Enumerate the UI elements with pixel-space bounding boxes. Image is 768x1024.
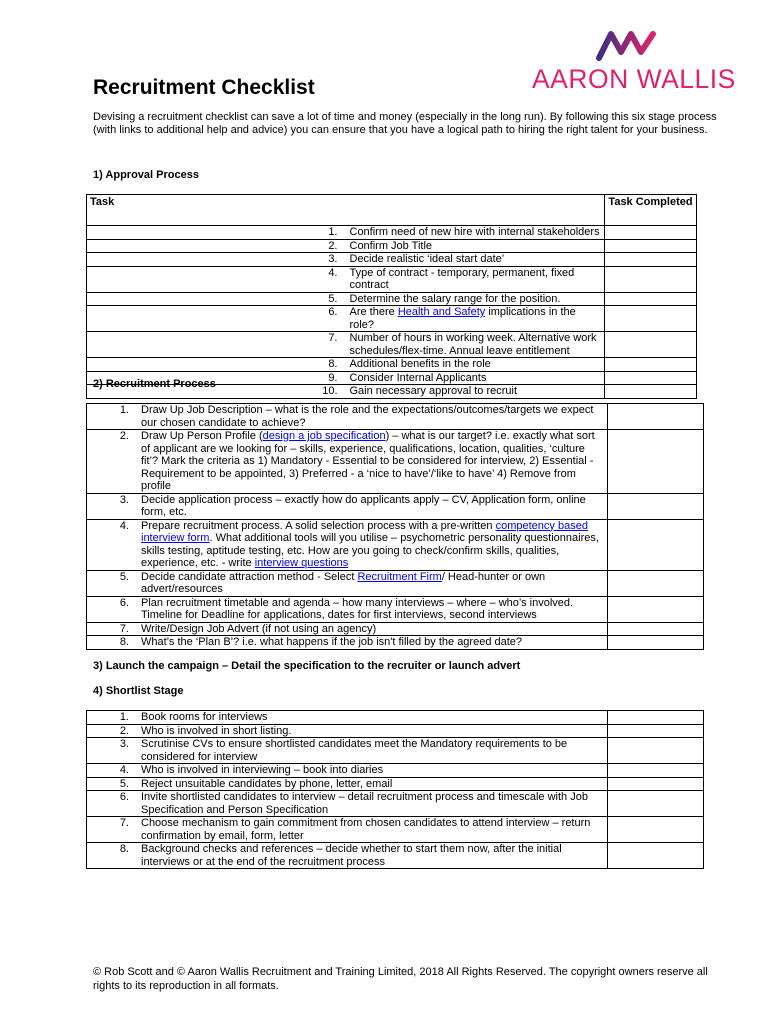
row-number: 4. [87, 266, 346, 292]
row-number: 3. [87, 493, 138, 519]
task-text-part: Decide application process – exactly how do applicants apply – CV, Application form, online form, etc. [141, 493, 586, 518]
table-row [87, 332, 697, 358]
completion-cell[interactable] [608, 596, 704, 622]
table-row [87, 791, 704, 817]
completion-cell[interactable] [608, 636, 704, 650]
task-text [346, 332, 605, 358]
section-heading-approval: 1) Approval Process [93, 169, 199, 181]
table-row [87, 358, 697, 372]
task-text [346, 358, 605, 372]
completion-cell[interactable] [608, 791, 704, 817]
task-text-part: Additional benefits in the role [349, 358, 491, 370]
task-text-part: Confirm need of new hire with internal stakeholders [349, 226, 600, 238]
task-text [137, 636, 608, 650]
task-text-part: / Head-hunter or own advert/resources [141, 570, 546, 595]
completion-cell[interactable] [605, 239, 697, 253]
completion-cell[interactable] [605, 226, 697, 240]
row-number: 8. [87, 843, 138, 869]
completion-cell[interactable] [608, 493, 704, 519]
table-row [87, 570, 704, 596]
row-number: 3. [87, 253, 346, 267]
recruitment-table [86, 403, 704, 650]
task-text [137, 493, 608, 519]
completion-cell[interactable] [605, 306, 697, 332]
table-row [87, 292, 697, 306]
task-text [137, 622, 608, 636]
task-text-part: Background checks and references – decide whether to start them now, after the initial interviews or at the end of the recruitment process [141, 843, 562, 868]
brand-name: AARON WALLIS [532, 64, 736, 94]
task-text [137, 817, 608, 843]
row-number: 2. [87, 239, 346, 253]
table-row [87, 738, 704, 764]
task-text-part: Decide realistic ‘ideal start date’ [349, 253, 505, 265]
table-row [87, 596, 704, 622]
completion-cell[interactable] [608, 764, 704, 778]
task-text-part: Plan recruitment timetable and agenda – how many interviews – where – who’s involved. Timeline for Deadline for applications, dates for first interviews, second interviews [141, 596, 574, 621]
row-number: 4. [87, 764, 138, 778]
help-link[interactable]: competency based interview form [141, 519, 588, 544]
task-text [346, 371, 605, 385]
completion-cell[interactable] [608, 777, 704, 791]
row-number: 9. [87, 371, 346, 385]
row-number: 4. [87, 519, 138, 570]
row-number: 8. [87, 636, 138, 650]
completion-cell[interactable] [605, 371, 697, 385]
table-row [87, 777, 704, 791]
task-text-part: Are there [349, 306, 398, 318]
section-heading-shortlist: 4) Shortlist Stage [93, 685, 184, 697]
task-text-part: Choose mechanism to gain commitment from chosen candidates to attend interview – return confirmation by email, form, letter [141, 817, 591, 842]
task-text-part: Gain necessary approval to recruit [349, 385, 518, 397]
completion-cell[interactable] [608, 711, 704, 725]
task-text [137, 404, 608, 430]
table-row [87, 843, 704, 869]
row-number: 7. [87, 817, 138, 843]
task-text-part: Write/Design Job Advert (if not using an agency) [141, 622, 377, 635]
help-link[interactable]: Recruitment Firm [357, 570, 442, 583]
row-number: 7. [87, 622, 138, 636]
table-row [87, 622, 704, 636]
completion-cell[interactable] [605, 266, 697, 292]
completion-cell[interactable] [605, 385, 697, 399]
task-text-part: Draw Up Job Description – what is the role and the expectations/outcomes/targets we expect our chosen candidate to achieve? [141, 404, 594, 429]
col-header-completed: Task Completed [605, 195, 697, 226]
task-text-part: implications in the role? [349, 306, 576, 331]
task-text-part: Confirm Job Title [349, 239, 433, 252]
task-text [137, 519, 608, 570]
approval-table [86, 194, 697, 399]
completion-cell[interactable] [608, 570, 704, 596]
task-text [137, 570, 608, 596]
row-number: 6. [87, 596, 138, 622]
table-row [87, 519, 704, 570]
table-row [87, 226, 697, 240]
table-row [87, 711, 704, 725]
task-text-part: Determine the salary range for the position. [349, 292, 561, 305]
task-text [137, 791, 608, 817]
task-text-part: ) – what is our target? i.e. exactly what sort of applicant are we looking for – skills, experience, qualifications, location, qualities, ‘culture fit’? Mark the criteria as 1) Mandatory - Essential to be considered for interview, 2) Essential - Requirement to be appointed, 3) Preferred - a ‘nice to have’/‘like to have’ 4) Remove from profile [141, 430, 595, 492]
completion-cell[interactable] [608, 843, 704, 869]
task-text-part: Who is involved in short listing. [141, 724, 292, 737]
task-text-part: Prepare recruitment process. A solid selection process with a pre-written [141, 519, 496, 532]
table-row [87, 306, 697, 332]
page-title: Recruitment Checklist [93, 76, 315, 99]
table-row [87, 636, 704, 650]
row-number: 6. [87, 791, 138, 817]
completion-cell[interactable] [608, 622, 704, 636]
task-text-part: What’s the ‘Plan B’? i.e. what happens if the job isn't filled by the agreed date? [141, 636, 523, 648]
completion-cell[interactable] [605, 292, 697, 306]
help-link[interactable]: design a job specification [262, 430, 386, 442]
row-number: 1. [87, 226, 346, 240]
task-text [137, 596, 608, 622]
row-number: 3. [87, 738, 138, 764]
task-text-part: Type of contract - temporary, permanent, fixed contract [349, 266, 575, 291]
aaron-wallis-logo [532, 30, 736, 94]
row-number: 8. [87, 358, 346, 372]
row-number: 5. [87, 570, 138, 596]
task-text-part: Who is involved in interviewing – book into diaries [141, 764, 384, 776]
shortlist-table [86, 710, 704, 869]
task-text-part: . What additional tools will you utilise – psychometric personality questionnaires, skills testing, aptitude testing, etc. How are you going to check/confirm skills, qualities, experience, etc. - write [141, 532, 599, 569]
table-row [87, 493, 704, 519]
completion-cell[interactable] [608, 404, 704, 430]
completion-cell[interactable] [608, 519, 704, 570]
task-text [137, 724, 608, 738]
task-text [137, 430, 608, 494]
completion-cell[interactable] [608, 738, 704, 764]
table-row [87, 724, 704, 738]
task-text [346, 253, 605, 267]
copyright-footer: © Rob Scott and © Aaron Wallis Recruitment and Training Limited, 2018 All Rights Reserved. The copyright owners reserve all rights to its reproduction in all formats. [93, 966, 708, 992]
task-text [346, 292, 605, 306]
row-number: 7. [87, 332, 346, 358]
completion-cell[interactable] [605, 358, 697, 372]
section-heading-launch: 3) Launch the campaign – Detail the specification to the recruiter or launch advert [93, 660, 521, 672]
table-row [87, 764, 704, 778]
completion-cell[interactable] [605, 332, 697, 358]
task-text-part: Invite shortlisted candidates to interview – detail recruitment process and timescale with Job Specification and Person Specification [141, 791, 588, 816]
section-heading-recruitment: 2) Recruitment Process [93, 378, 216, 390]
task-text [346, 385, 605, 399]
table-row [87, 253, 697, 267]
task-text [346, 239, 605, 253]
row-number: 6. [87, 306, 346, 332]
row-number: 10. [87, 385, 346, 399]
col-header-task: Task [87, 195, 605, 226]
task-text [137, 738, 608, 764]
row-number: 5. [87, 777, 138, 791]
row-number: 2. [87, 430, 138, 494]
completion-cell[interactable] [608, 817, 704, 843]
task-text-part: Scrutinise CVs to ensure shortlisted candidates meet the Mandatory requirements to be considered for interview [141, 738, 568, 763]
row-number: 5. [87, 292, 346, 306]
task-text-part: Draw Up Person Profile ( [141, 430, 263, 442]
task-text-part: Number of hours in working week. Alternative work schedules/flex-time. Annual leave entitlement [349, 332, 597, 357]
table-row [87, 430, 704, 494]
table-row [87, 266, 697, 292]
task-text [346, 306, 605, 332]
completion-cell[interactable] [605, 253, 697, 267]
task-text [137, 777, 608, 791]
task-text [137, 843, 608, 869]
completion-cell[interactable] [608, 724, 704, 738]
row-number: 1. [87, 711, 138, 725]
task-text [346, 266, 605, 292]
table-row [87, 817, 704, 843]
row-number: 2. [87, 724, 138, 738]
task-text-part: Reject unsuitable candidates by phone, letter, email [141, 777, 393, 790]
task-text [137, 764, 608, 778]
row-number: 1. [87, 404, 138, 430]
task-text [137, 711, 608, 725]
task-text-part: Decide candidate attraction method - Select [141, 570, 358, 583]
task-text-part: Consider Internal Applicants [349, 371, 487, 384]
table-row [87, 239, 697, 253]
task-text [346, 226, 605, 240]
table-row [87, 404, 704, 430]
intro-paragraph: Devising a recruitment checklist can save a lot of time and money (especially in the long run). By following this six stage process (with links to additional help and advice) you can ensure that you have a logical path to hiring the right talent for your business. [93, 111, 717, 136]
aw-logo-mark-icon [595, 30, 659, 62]
help-link[interactable]: interview questions [254, 557, 349, 569]
task-text-part: Book rooms for interviews [141, 711, 268, 723]
completion-cell[interactable] [608, 430, 704, 494]
help-link[interactable]: Health and Safety [397, 306, 486, 318]
